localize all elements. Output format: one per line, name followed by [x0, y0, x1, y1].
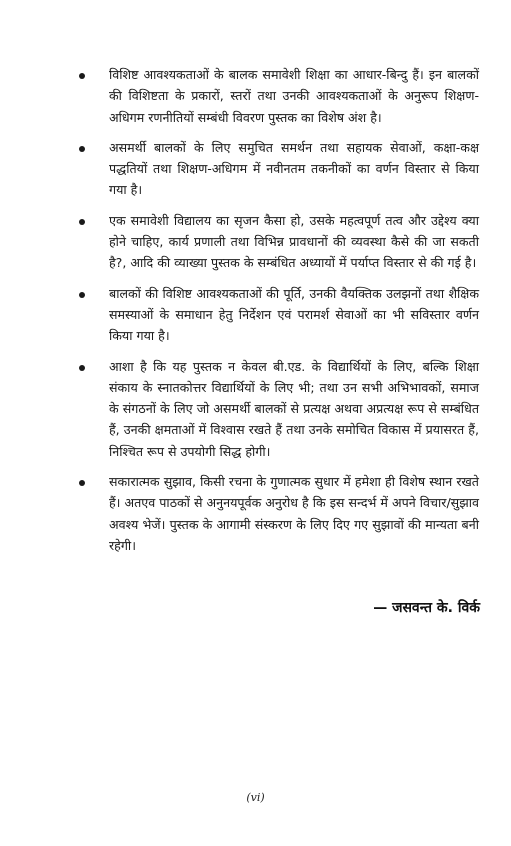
bullet-text: बालकों की विशिष्ट आवश्यकताओं की पूर्ति, उनकी वैयक्तिक उलझनों तथा शैक्षिक समस्याओं के समाधान हेतु निर्देशन एवं परामर्श सेवाओं का भी सविस्तार वर्णन किया गया है।: [109, 285, 479, 344]
bullet-icon: [79, 146, 85, 152]
bullet-item: [79, 64, 479, 128]
bullet-text: विशिष्ट आवश्यकताओं के बालक समावेशी शिक्षा का आधार-बिन्दु हैं। इन बालकों की विशिष्टता के प्रकारों, स्तरों तथा उनकी आवश्यकताओं के अनुरूप शिक्षण-अधिगम रणनीतियों सम्बंधी विवरण पुस्तक का विशेष अंश है।: [109, 67, 479, 125]
bullet-list: [79, 64, 479, 565]
bullet-item: [79, 283, 479, 347]
bullet-item: [79, 356, 479, 462]
author-signature: — जसवन्त के. विर्क: [373, 600, 480, 616]
bullet-icon: [79, 365, 85, 371]
bullet-item: [79, 210, 479, 274]
page-number: (vi): [246, 791, 265, 804]
bullet-text: आशा है कि यह पुस्तक न केवल बी.एड. के विद्यार्थियों के लिए, बल्कि शिक्षा संकाय के स्नातकोत्तर विद्यार्थियों के लिए भी; तथा उन सभी अभिभावकों, समाज के संगठनों के लिए जो असमर्थी बालकों से प्रत्यक्ष अथवा अप्रत्यक्ष रूप से सम्बंधित हैं, उनकी क्षमताओं में विश्वास रखते हैं तथा उनके समोचित विकास में प्रयासरत हैं, निश्चित रूप से उपयोगी सिद्ध होगी।: [109, 358, 479, 459]
bullet-icon: [79, 219, 85, 225]
bullet-text: असमर्थी बालकों के लिए समुचित समर्थन तथा सहायक सेवाओं, कक्षा-कक्ष पद्धतियों तथा शिक्षण-अधिगम में नवीनतम तकनीकों का वर्णन विस्तार से किया गया है।: [109, 139, 479, 198]
bullet-icon: [79, 73, 85, 79]
bullet-icon: [79, 292, 85, 298]
bullet-text: सकारात्मक सुझाव, किसी रचना के गुणात्मक सुधार में हमेशा ही विशेष स्थान रखते हैं। अतएव पाठकों से अनुनयपूर्वक अनुरोध है कि इस सन्दर्भ में अपने विचार/सुझाव अवश्य भेजें। पुस्तक के आगामी संस्करण के लिए दिए गए सुझावों की मान्यता बनी रहेगी।: [109, 474, 479, 553]
bullet-icon: [79, 480, 85, 486]
bullet-item: [79, 471, 479, 556]
bullet-item: [79, 137, 479, 201]
bullet-text: एक समावेशी विद्यालय का सृजन कैसा हो, उसके महत्वपूर्ण तत्व और उद्देश्य क्या होने चाहिए, कार्य प्रणाली तथा विभिन्न प्रावधानों की व्यवस्था कैसे की जा सकती है?, आदि की व्याख्या पुस्तक के सम्बंधित अध्यायों में पर्याप्त विस्तार से की गई है।: [109, 212, 479, 271]
